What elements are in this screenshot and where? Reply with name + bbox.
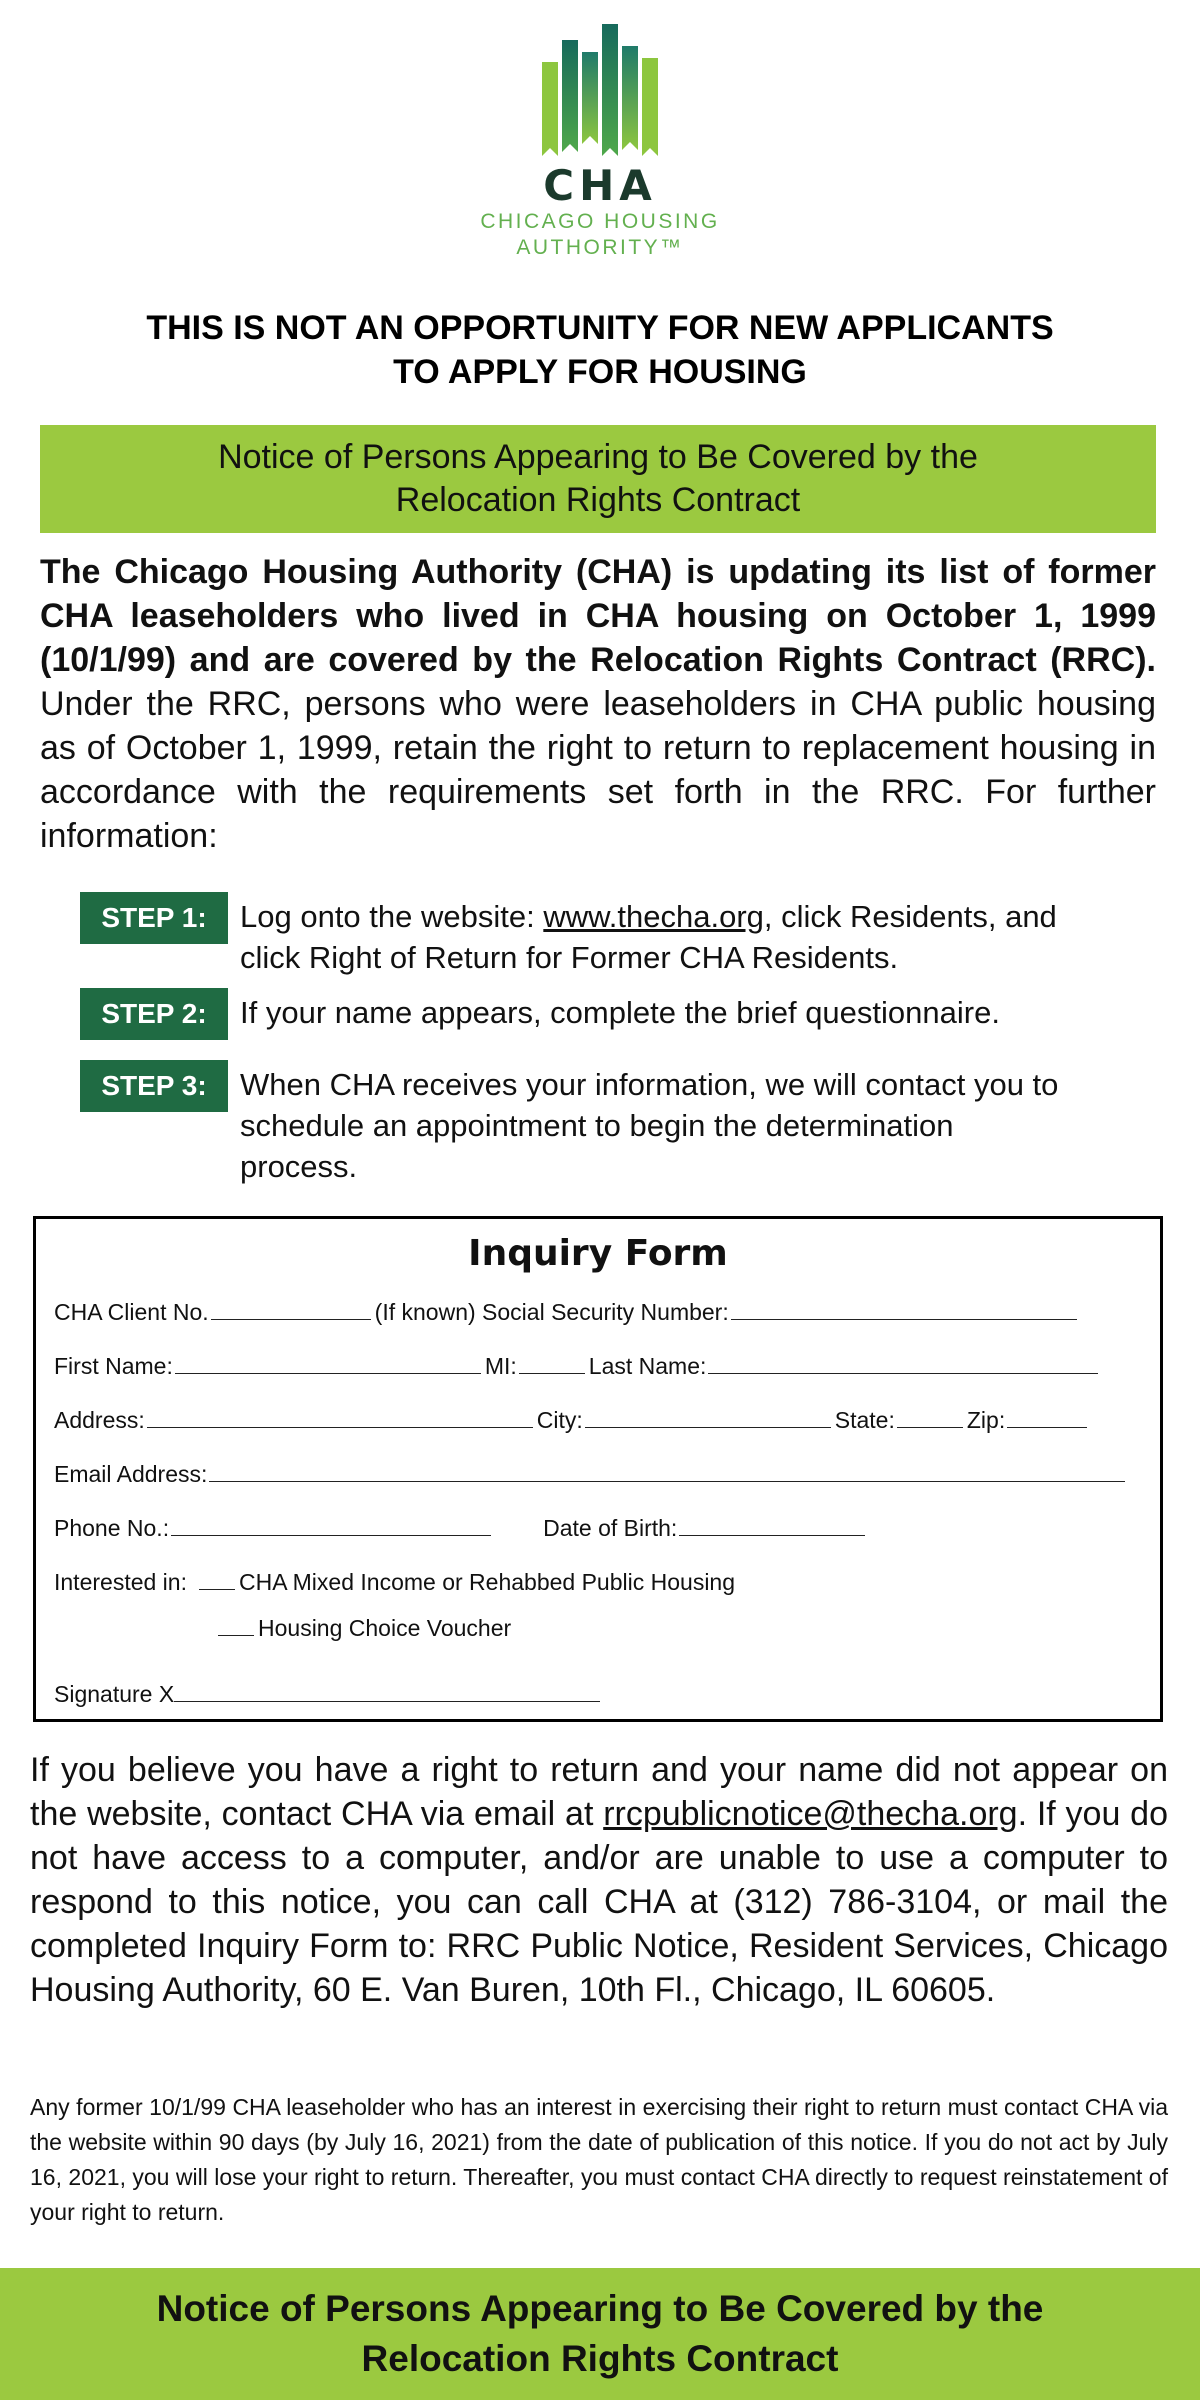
banner-line1: Notice of Persons Appearing to Be Covered by the [218,438,978,476]
step-3 [80,1060,1060,1187]
phone-label: Phone No.: [54,1515,170,1541]
option2-checkbox[interactable] [218,1617,254,1636]
footer-line2: Relocation Rights Contract [361,2338,839,2379]
contact-post: . If you do not have access to a computer, and/or are unable to use a computer to respond to this notice, you can call CHA at (312) 786-3104, or mail the completed Inquiry Form to: RRC Public Notice, Resident Services, Chicago Housing Authority, 60 E. Van Buren, 10th Fl., Chicago, IL 60605. [30,1795,1168,2009]
form-row-phone [54,1515,869,1542]
email-field[interactable] [209,1463,1125,1482]
logo-subtitle-line2: AUTHORITY™ [516,236,684,259]
inquiry-form [33,1216,1163,1722]
dob-label: Date of Birth: [543,1515,678,1541]
first-name-field[interactable] [175,1355,481,1374]
step-1-text [240,892,1120,978]
city-field[interactable] [585,1409,831,1428]
website-link[interactable]: www.thecha.org [543,899,764,934]
mi-label: MI: [484,1353,517,1379]
headline [0,306,1200,394]
step-2-text: If your name appears, complete the brief questionnaire. [240,995,1000,1030]
state-label: State: [834,1407,895,1433]
logo-subtitle-line1: CHICAGO HOUSING [480,210,720,233]
step-3-badge: STEP 3: [80,1060,228,1112]
contact-paragraph [30,1748,1168,2012]
zip-field[interactable] [1007,1409,1087,1428]
contact-email-link[interactable]: rrcpublicnotice@thecha.org [603,1795,1018,1833]
intro-bold-text: The Chicago Housing Authority (CHA) is updating its list of former CHA leaseholders who lived in CHA housing on October 1, 1999 (10/1/99) and are covered by the Relocation Rights Contract (RRC). [40,553,1156,679]
option1-label: CHA Mixed Income or Rehabbed Public Housing [238,1569,736,1595]
step-1 [80,892,1120,978]
phone-field[interactable] [171,1517,491,1536]
first-name-label: First Name: [54,1353,173,1379]
client-no-label: CHA Client No. [54,1299,209,1325]
mi-field[interactable] [519,1355,585,1374]
notice-banner [40,425,1156,533]
footer-line1: Notice of Persons Appearing to Be Covered by the [156,2288,1044,2329]
city-label: City: [536,1407,583,1433]
form-row-interest [54,1569,735,1596]
ssn-field[interactable] [731,1301,1077,1320]
form-row-address [54,1407,1091,1434]
step-1-badge: STEP 1: [80,892,228,944]
form-title: Inquiry Form [468,1233,728,1274]
form-row-client [54,1299,1081,1326]
interested-in-label: Interested in: [54,1569,187,1595]
option1-checkbox[interactable] [199,1571,235,1590]
step-1-pre: Log onto the website: [240,899,544,934]
form-row-email [54,1461,1129,1488]
cha-building-icon [540,22,660,158]
step-3-text: When CHA receives your information, we will contact you to schedule an appointment to begin the determination process. [240,1067,1059,1184]
headline-line1: THIS IS NOT AN OPPORTUNITY FOR NEW APPLICANTS [146,309,1054,347]
step-2 [80,988,1120,1040]
contact-pre: If you believe you have a right to return and your name did not appear on the website, contact CHA via email at [30,1751,1168,1833]
step-2-badge: STEP 2: [80,988,228,1040]
address-field[interactable] [147,1409,533,1428]
signature-field[interactable] [174,1683,600,1702]
signature-label: Signature X [54,1681,175,1707]
zip-label: Zip: [966,1407,1006,1433]
banner-line2: Relocation Rights Contract [395,481,801,519]
last-name-field[interactable] [708,1355,1098,1374]
footer-banner [0,2268,1200,2400]
ssn-label: (If known) Social Security Number: [374,1299,729,1325]
form-row-voucher [216,1615,511,1642]
form-row-name [54,1353,1102,1380]
intro-normal-text: Under the RRC, persons who were leaseholders in CHA public housing as of October 1, 1999, retain the right to return to replacement housing in accordance with the requirements set forth in the RRC. For further information: [40,685,1156,855]
client-no-field[interactable] [211,1301,371,1320]
cha-logo [0,22,1200,260]
headline-line2: TO APPLY FOR HOUSING [393,353,807,391]
dob-field[interactable] [679,1517,865,1536]
fine-print: Any former 10/1/99 CHA leaseholder who has an interest in exercising their right to return must contact CHA via the website within 90 days (by July 16, 2021) from the date of publication of this notice. If you do not act by July 16, 2021, you will lose your right to return. Thereafter, you must contact CHA directly to request reinstatement of your right to return. [30,2094,1168,2225]
state-field[interactable] [897,1409,963,1428]
address-label: Address: [54,1407,145,1433]
intro-paragraph [40,550,1156,858]
option2-label: Housing Choice Voucher [258,1615,512,1641]
step-1-post: , click Residents, and click Right of Return for Former CHA Residents. [240,899,1057,975]
logo-wordmark: CHA [543,161,657,210]
email-label: Email Address: [54,1461,208,1487]
form-row-signature [54,1681,604,1708]
last-name-label: Last Name: [588,1353,707,1379]
